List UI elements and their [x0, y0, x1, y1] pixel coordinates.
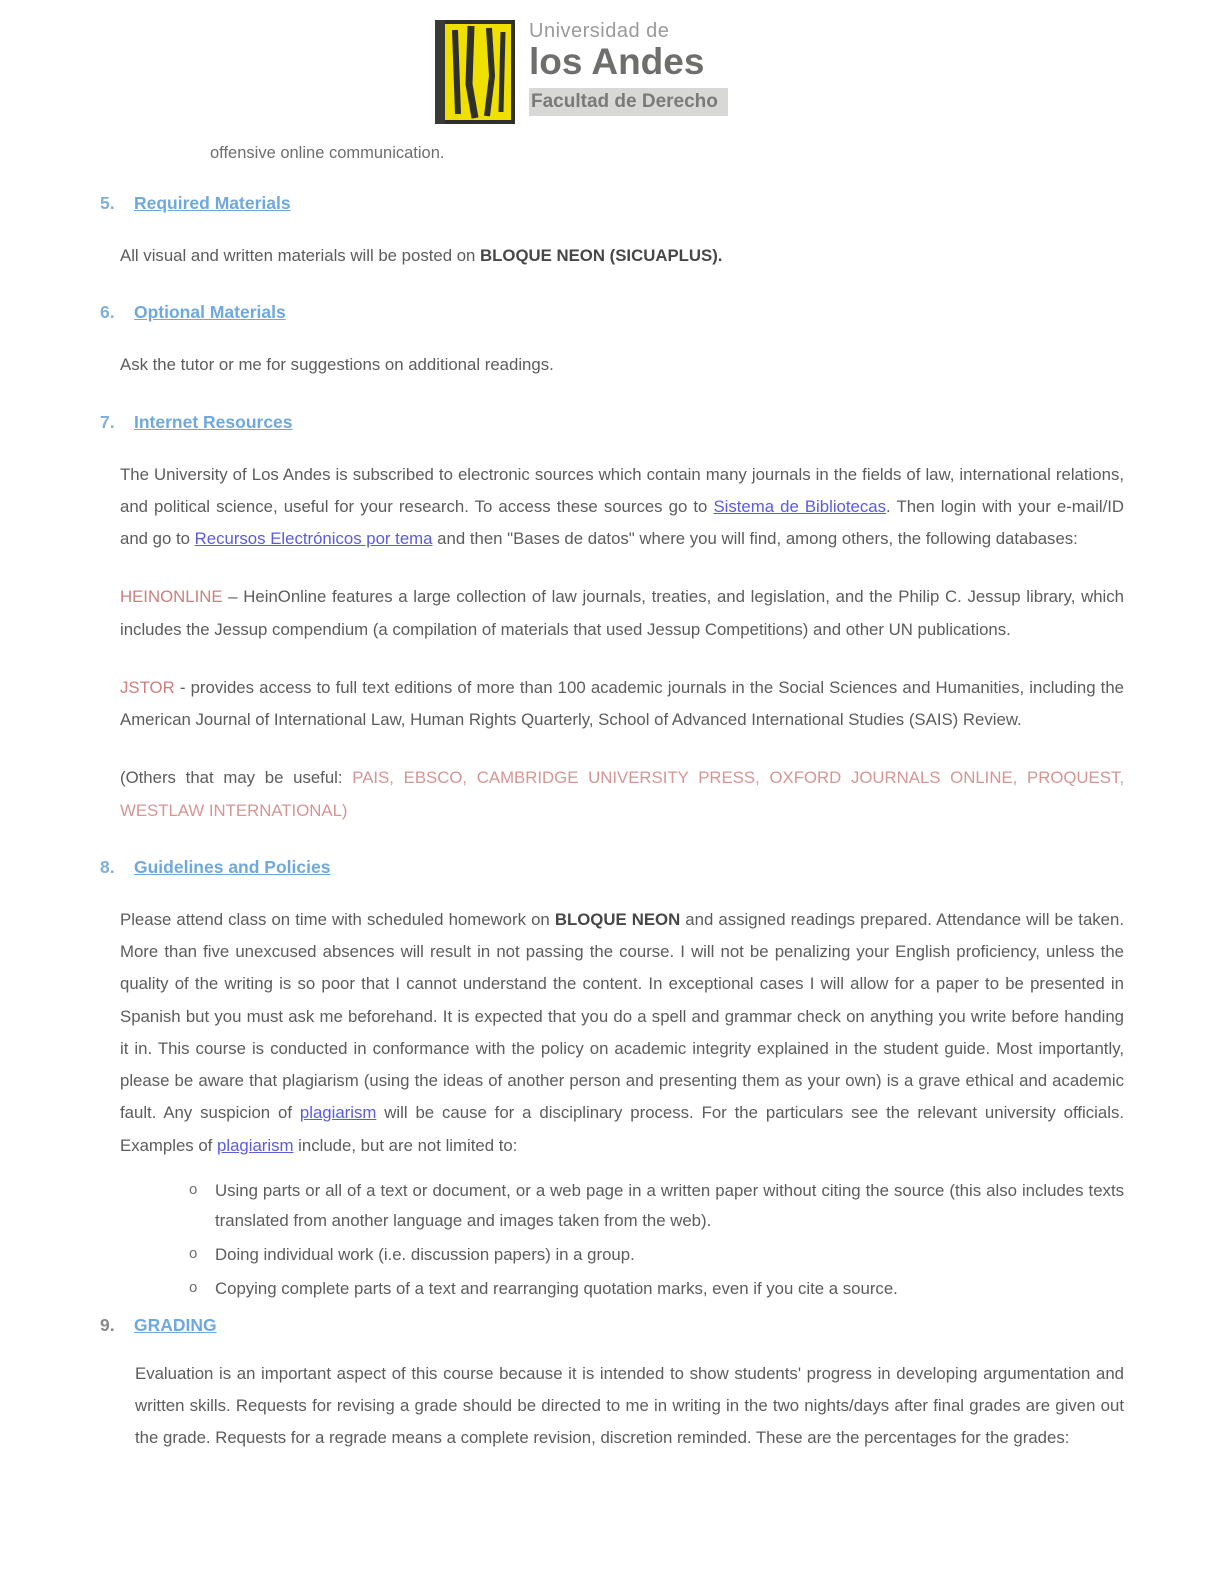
required-body-text: All visual and written materials will be posted on [120, 246, 481, 265]
plagiarism-examples-list [185, 1176, 1124, 1305]
section-number: 6. [100, 302, 115, 323]
jstor-description: - provides access to full text editions of more than 100 academic journals in the Social Sciences and Humanities, including the American Journal of International Law, Human Rights Quarterly, School of Advanced International Studies (SAIS) Review. [120, 677, 1124, 729]
internet-resources-intro-paragraph [120, 459, 1124, 556]
section-title: GRADING [134, 1314, 217, 1335]
heinonline-database-name: HEINONLINE [120, 587, 223, 607]
section-number: 7. [100, 411, 115, 432]
policies-text-1: Please attend class on time with scheduled homework on [120, 909, 555, 929]
sistema-de-bibliotecas-link[interactable]: Sistema de Bibliotecas [713, 496, 887, 516]
policies-paragraph [120, 904, 1124, 1162]
section-number: 5. [100, 193, 115, 213]
list-item: o Copying complete parts of a text and rearranging quotation marks, even if you cite a source. [185, 1274, 1124, 1304]
jstor-paragraph [120, 672, 1124, 737]
plagiarism-link-1[interactable]: plagiarism [299, 1103, 377, 1123]
internet-intro-text-end: and then "Bases de datos" where you will find, among others, the following databases: [432, 529, 1078, 548]
optional-materials-paragraph: Ask the tutor or me for suggestions on additional readings. [120, 355, 554, 375]
section-title: Internet Resources [134, 411, 293, 432]
other-databases-list: PAIS, EBSCO, CAMBRIDGE UNIVERSITY PRESS, OXFORD JOURNALS ONLINE, PROQUEST, WESTLAW INTERNATIONAL) [120, 768, 1124, 820]
section-heading-required-materials [100, 193, 1124, 214]
logo-university-small: Universidad de [529, 20, 670, 42]
logo-university-large: los Andes [529, 41, 705, 82]
policies-text-2: and assigned readings prepared. Attendance will be taken. More than five unexcused absences will result in not passing the course. I will not be penalizing your English proficiency, unless the quality of the writing is so poor that I cannot understand the content. In exceptional cases I will allow for a paper to be presented in Spanish but you must ask me beforehand. It is expected that you do a spell and grammar check on anything you write before handing it in. This course is conducted in conformance with the policy on academic integrity explained in the student guide. Most importantly, please be aware that plagiarism (using the ideas of another person and presenting them as your own) is a grave ethical and academic fault. Any suspicion of [120, 909, 1125, 1123]
section-title: Guidelines and Policies [134, 856, 331, 877]
policies-text-3: will be cause for a disciplinary process. For the particulars see the relevant university officials. Examples of [120, 1103, 1124, 1155]
list-item: o Doing individual work (i.e. discussion papers) in a group. [185, 1240, 1124, 1270]
internet-intro-text-mid: . Then login with your e-mail/ID and go to [120, 496, 1125, 548]
section-heading-optional-materials [100, 302, 1124, 323]
list-item: o Using parts or all of a text or document, or a web page in a written paper without citing the source (this also includes texts translated from another language and images taken from the web). [185, 1176, 1124, 1236]
recursos-electronicos-link[interactable]: Recursos Electrónicos por tema [194, 529, 433, 548]
carryover-text-fragment: offensive online communication. [210, 144, 445, 162]
bloque-neon-label: BLOQUE NEON (SICUAPLUS). [480, 246, 723, 265]
heinonline-description: – HeinOnline features a large collection of law journals, treaties, and legislation, and the Philip C. Jessup library, which includes the Jessup compendium (a compilation of materials that used Jessup Competitions) and other UN publications. [120, 587, 1124, 639]
uniandes-emblem-icon [435, 20, 515, 124]
policies-text-4: include, but are not limited to: [293, 1135, 518, 1155]
section-heading-internet-resources [100, 412, 1124, 433]
university-logo [435, 14, 1124, 136]
section-title: Required Materials [134, 193, 291, 213]
internet-intro-text: The University of Los Andes is subscribed to electronic sources which contain many journals in the fields of law, international relations, and political science, useful for your research. To access these sources go to [120, 464, 1124, 516]
heinonline-paragraph [120, 581, 1124, 646]
required-materials-paragraph [120, 240, 1124, 272]
section-title: Optional Materials [134, 302, 286, 323]
section-number: 9. [100, 1314, 115, 1335]
jstor-database-name: JSTOR [120, 677, 175, 697]
other-databases-lead: (Others that may be useful: [120, 768, 353, 788]
section-heading-grading [100, 1315, 1124, 1336]
logo-faculty: Facultad de Derecho [531, 90, 718, 112]
grading-paragraph: Evaluation is an important aspect of this course because it is intended to show students' progress in developing argumentation and written skills. Requests for revising a grade should be directed to me in writing in the two nights/days after final grades are given out the grade. Requests for a regrade means a complete revision, discretion reminded. These are the percentages for the grades: [135, 1363, 1124, 1448]
section-number: 8. [100, 856, 115, 877]
section-heading-guidelines-policies [100, 857, 1124, 878]
bloque-neon-label: BLOQUE NEON [554, 909, 681, 929]
plagiarism-link-2[interactable]: plagiarism [217, 1135, 294, 1155]
other-databases-paragraph [120, 762, 1124, 827]
